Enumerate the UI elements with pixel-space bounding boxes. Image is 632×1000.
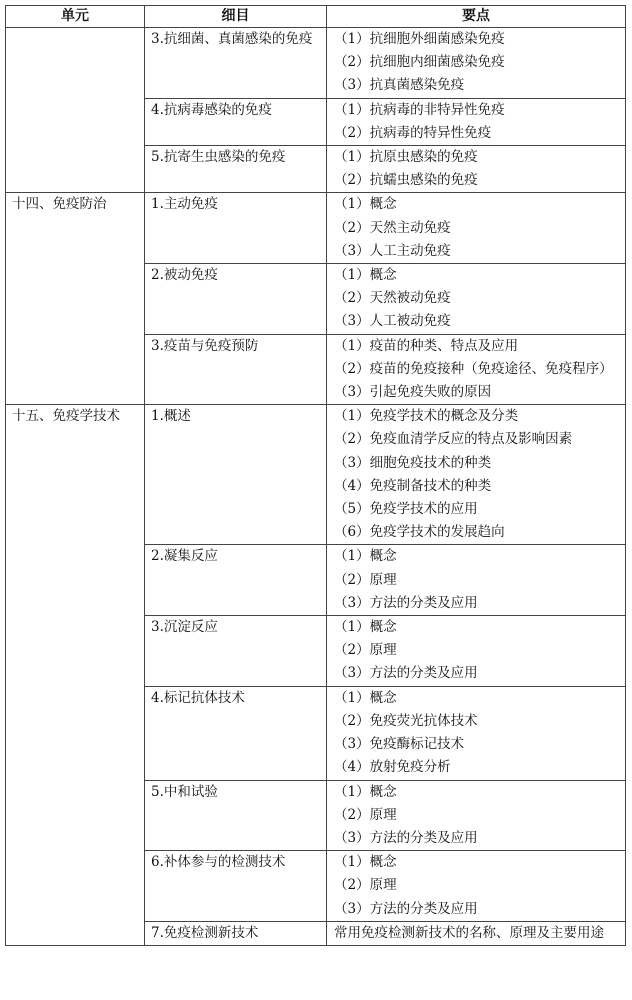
- point-text: （4）放射免疫分析: [334, 759, 451, 776]
- points-cell: [327, 28, 626, 99]
- point-text: （2）免疫荧光抗体技术: [334, 712, 478, 729]
- point-text: （2）原理: [334, 877, 397, 894]
- point-text: （3）方法的分类及应用: [334, 900, 478, 917]
- syllabus-table-container: [5, 5, 625, 946]
- points-cell: [327, 98, 626, 145]
- item-text: 5.中和试验: [151, 783, 218, 800]
- points-cell: [327, 545, 626, 616]
- point-text: （3）引起免疫失败的原因: [334, 384, 492, 401]
- point-text: （3）细胞免疫技术的种类: [334, 454, 492, 471]
- unit-cell: [6, 405, 145, 946]
- point-text: （3）人工被动免疫: [334, 313, 451, 330]
- item-cell: [145, 780, 327, 851]
- syllabus-table: [5, 5, 626, 946]
- item-cell: [145, 616, 327, 687]
- point-text: （1）抗病毒的非特异性免疫: [334, 101, 505, 118]
- item-text: 1.概述: [151, 408, 191, 425]
- item-text: 1.主动免疫: [151, 196, 218, 213]
- points-cell: [327, 686, 626, 780]
- point-text: （6）免疫学技术的发展趋向: [334, 524, 505, 541]
- point-text: （2）天然主动免疫: [334, 219, 451, 236]
- header-item: 细目: [145, 6, 327, 28]
- point-text: （2）抗细胞内细菌感染免疫: [334, 54, 505, 71]
- points-cell: [327, 264, 626, 335]
- item-text: 6.补体参与的检测技术: [151, 854, 286, 871]
- item-text: 7.免疫检测新技术: [151, 924, 259, 941]
- item-text: 3.疫苗与免疫预防: [151, 337, 259, 354]
- item-cell: [145, 334, 327, 405]
- points-cell: [327, 616, 626, 687]
- unit-text: 十五、免疫学技术: [12, 408, 120, 425]
- item-text: 4.抗病毒感染的免疫: [151, 101, 272, 118]
- point-text: （1）抗细胞外细菌感染免疫: [334, 31, 505, 47]
- item-cell: [145, 28, 327, 99]
- item-text: 3.沉淀反应: [151, 619, 218, 636]
- point-text: （1）概念: [334, 548, 397, 565]
- point-text: （1）概念: [334, 267, 397, 284]
- point-text: （2）原理: [334, 806, 397, 823]
- unit-cell: [6, 193, 145, 405]
- item-text: 5.抗寄生虫感染的免疫: [151, 149, 286, 166]
- point-text: （2）天然被动免疫: [334, 290, 451, 307]
- point-text: （3）免疫酶标记技术: [334, 736, 465, 753]
- point-text: （3）方法的分类及应用: [334, 594, 478, 611]
- point-text: 常用免疫检测新技术的名称、原理及主要用途: [334, 924, 604, 941]
- item-text: 4.标记抗体技术: [151, 689, 245, 706]
- unit-text: 十四、免疫防治: [12, 196, 107, 213]
- point-text: （2）原理: [334, 642, 397, 659]
- points-cell: [327, 851, 626, 922]
- item-text: 2.凝集反应: [151, 548, 218, 565]
- item-cell: [145, 98, 327, 145]
- point-text: （4）免疫制备技术的种类: [334, 477, 492, 494]
- point-text: （1）概念: [334, 854, 397, 871]
- table-row: [6, 193, 626, 264]
- table-header-row: [6, 6, 626, 28]
- point-text: （2）抗病毒的特异性免疫: [334, 124, 492, 141]
- item-text: 2.被动免疫: [151, 267, 218, 284]
- point-text: （1）概念: [334, 783, 397, 800]
- point-text: （1）概念: [334, 689, 397, 706]
- points-cell: [327, 193, 626, 264]
- header-points: 要点: [327, 6, 626, 28]
- point-text: （1）疫苗的种类、特点及应用: [334, 337, 519, 354]
- points-cell: [327, 146, 626, 193]
- item-cell: [145, 686, 327, 780]
- item-cell: [145, 146, 327, 193]
- table-row: [6, 28, 626, 99]
- points-cell: [327, 921, 626, 945]
- points-cell: [327, 334, 626, 405]
- table-row: [6, 405, 626, 545]
- point-text: （2）免疫血清学反应的特点及影响因素: [334, 431, 573, 448]
- item-cell: [145, 193, 327, 264]
- points-cell: [327, 405, 626, 545]
- point-text: （1）抗原虫感染的免疫: [334, 149, 478, 166]
- points-cell: [327, 780, 626, 851]
- point-text: （3）方法的分类及应用: [334, 829, 478, 846]
- point-text: （1）概念: [334, 196, 397, 213]
- unit-cell-continued: [6, 28, 145, 193]
- item-cell: [145, 405, 327, 545]
- item-cell: [145, 921, 327, 945]
- point-text: （2）抗蠕虫感染的免疫: [334, 172, 478, 189]
- item-text: 3.抗细菌、真菌感染的免疫: [151, 31, 313, 47]
- item-cell: [145, 851, 327, 922]
- point-text: （3）抗真菌感染免疫: [334, 77, 465, 94]
- item-cell: [145, 545, 327, 616]
- point-text: （3）方法的分类及应用: [334, 665, 478, 682]
- point-text: （5）免疫学技术的应用: [334, 501, 478, 518]
- item-cell: [145, 264, 327, 335]
- point-text: （3）人工主动免疫: [334, 242, 451, 259]
- header-unit: 单元: [6, 6, 145, 28]
- point-text: （2）疫苗的免疫接种（免疫途径、免疫程序）: [334, 360, 613, 377]
- point-text: （1）免疫学技术的概念及分类: [334, 408, 519, 425]
- point-text: （1）概念: [334, 619, 397, 636]
- point-text: （2）原理: [334, 571, 397, 588]
